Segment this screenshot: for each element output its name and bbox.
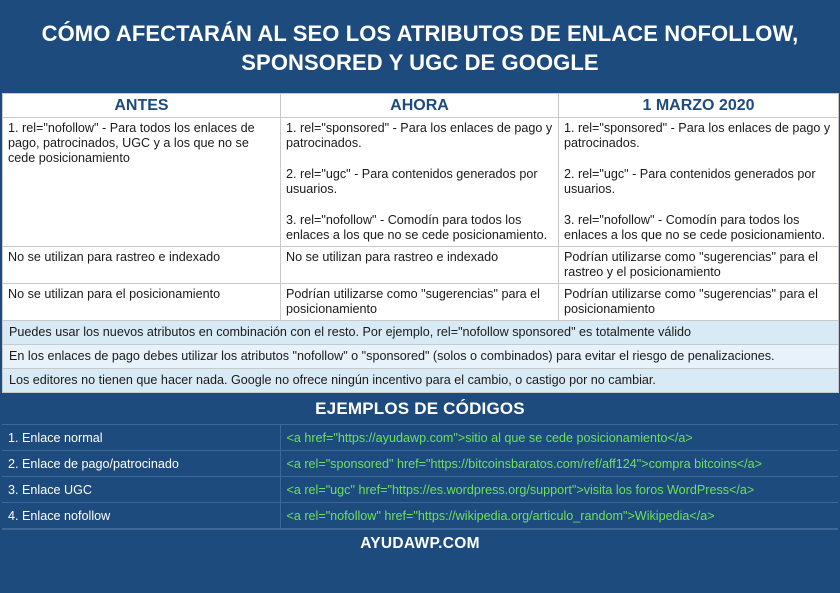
- column-header-antes: ANTES: [3, 94, 281, 118]
- table-cell: [559, 284, 839, 321]
- cell-paragraph: No se utilizan para el posicionamiento: [8, 287, 221, 301]
- example-row: [2, 477, 838, 503]
- example-label: 2. Enlace de pago/patrocinado: [2, 451, 280, 477]
- cell-paragraph: 1. rel="sponsored" - Para los enlaces de pago y patrocinados.: [286, 121, 553, 150]
- table-row-attributes: [3, 118, 839, 247]
- column-header-ahora: AHORA: [281, 94, 559, 118]
- note-row: [3, 321, 839, 345]
- note-text: Los editores no tienen que hacer nada. Google no ofrece ningún incentivo para el cambio, o castigo por no cambiar.: [3, 369, 839, 393]
- cell-paragraph: Podrían utilizarse como "sugerencias" para el rastreo y el posicionamiento: [564, 250, 818, 279]
- title-line-2: SPONSORED Y UGC DE GOOGLE: [241, 49, 599, 75]
- table-cell: [281, 118, 559, 247]
- example-label: 4. Enlace nofollow: [2, 503, 280, 529]
- column-header-marzo: 1 MARZO 2020: [559, 94, 839, 118]
- comparison-header-row: [3, 94, 839, 118]
- note-row: [3, 345, 839, 369]
- cell-paragraph: 1. rel="nofollow" - Para todos los enlaces de pago, patrocinados, UGC y a los que no se cede posicionamiento: [8, 121, 255, 165]
- table-cell: [281, 247, 559, 284]
- table-cell: [3, 284, 281, 321]
- example-code: <a href="https://ayudawp.com">sitio al que se cede posicionamiento</a>: [280, 425, 838, 451]
- examples-title: EJEMPLOS DE CÓDIGOS: [2, 393, 838, 424]
- cell-paragraph: 1. rel="sponsored" - Para los enlaces de pago y patrocinados.: [564, 121, 831, 150]
- example-label: 3. Enlace UGC: [2, 477, 280, 503]
- infographic-title: [2, 2, 838, 93]
- table-cell: [559, 247, 839, 284]
- cell-paragraph: 3. rel="nofollow" - Comodín para todos los enlaces a los que no se cede posicionamiento.: [286, 213, 548, 242]
- table-row-ranking: [3, 284, 839, 321]
- table-cell: [559, 118, 839, 247]
- table-cell: [281, 284, 559, 321]
- cell-paragraph: No se utilizan para rastreo e indexado: [286, 250, 499, 264]
- cell-paragraph: No se utilizan para rastreo e indexado: [8, 250, 221, 264]
- examples-table: [2, 424, 838, 529]
- example-code: <a rel="sponsored" href="https://bitcoinsbaratos.com/ref/aff124">compra bitcoins</a>: [280, 451, 838, 477]
- note-text: Puedes usar los nuevos atributos en combinación con el resto. Por ejemplo, rel="nofollow sponsored" es totalmente válido: [3, 321, 839, 345]
- example-code: <a rel="nofollow" href="https://wikipedia.org/articulo_random">Wikipedia</a>: [280, 503, 838, 529]
- note-row: [3, 369, 839, 393]
- example-code: <a rel="ugc" href="https://es.wordpress.org/support">visita los foros WordPress</a>: [280, 477, 838, 503]
- comparison-table: [2, 93, 839, 393]
- cell-paragraph: 3. rel="nofollow" - Comodín para todos los enlaces a los que no se cede posicionamiento.: [564, 213, 826, 242]
- site-footer: AYUDAWP.COM: [2, 529, 838, 557]
- cell-paragraph: Podrían utilizarse como "sugerencias" para el posicionamiento: [286, 287, 540, 316]
- table-row-crawling: [3, 247, 839, 284]
- cell-paragraph: 2. rel="ugc" - Para contenidos generados por usuarios.: [286, 167, 538, 196]
- table-cell: [3, 118, 281, 247]
- example-row: [2, 451, 838, 477]
- example-row: [2, 425, 838, 451]
- example-row: [2, 503, 838, 529]
- cell-paragraph: 2. rel="ugc" - Para contenidos generados por usuarios.: [564, 167, 816, 196]
- cell-paragraph: Podrían utilizarse como "sugerencias" para el posicionamiento: [564, 287, 818, 316]
- note-text: En los enlaces de pago debes utilizar los atributos "nofollow" o "sponsored" (solos o combinados) para evitar el riesgo de penalizaciones.: [3, 345, 839, 369]
- table-cell: [3, 247, 281, 284]
- title-line-1: CÓMO AFECTARÁN AL SEO LOS ATRIBUTOS DE ENLACE NOFOLLOW,: [41, 20, 799, 46]
- example-label: 1. Enlace normal: [2, 425, 280, 451]
